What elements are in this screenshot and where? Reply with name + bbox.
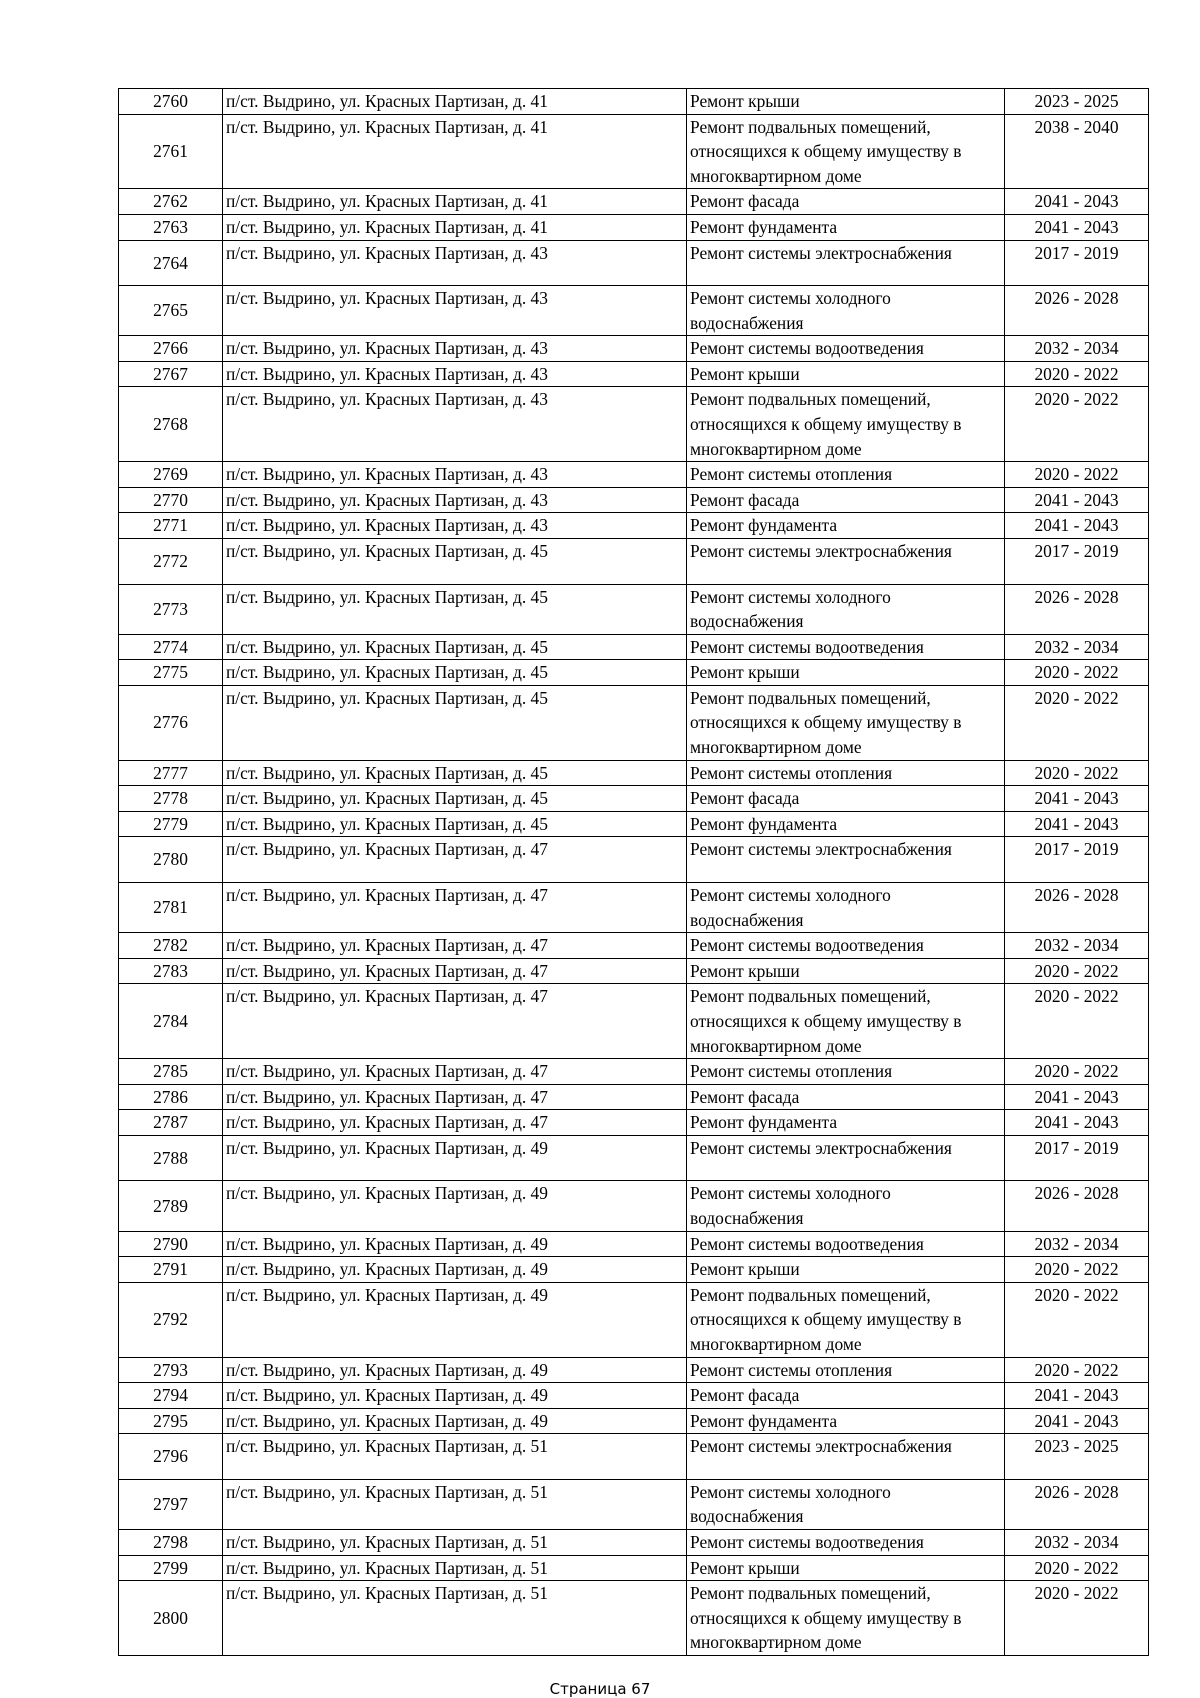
row-number-cell: 2794 — [119, 1383, 223, 1409]
address-cell: п/ст. Выдрино, ул. Красных Партизан, д. 45 — [223, 685, 687, 760]
table-row — [119, 1408, 1149, 1434]
period-cell: 2023 - 2025 — [1005, 1434, 1149, 1480]
row-number-cell: 2774 — [119, 634, 223, 660]
work-type-cell: Ремонт системы водоотведения — [687, 634, 1005, 660]
table-row — [119, 984, 1149, 1059]
table-row — [119, 1135, 1149, 1181]
work-type-cell: Ремонт фундамента — [687, 214, 1005, 240]
table-row — [119, 487, 1149, 513]
address-cell: п/ст. Выдрино, ул. Красных Партизан, д. 49 — [223, 1231, 687, 1257]
row-number-cell: 2765 — [119, 286, 223, 336]
table-row — [119, 513, 1149, 539]
address-cell: п/ст. Выдрино, ул. Красных Партизан, д. 49 — [223, 1408, 687, 1434]
table-row — [119, 837, 1149, 883]
row-number-cell: 2787 — [119, 1110, 223, 1136]
address-cell: п/ст. Выдрино, ул. Красных Партизан, д. 43 — [223, 336, 687, 362]
period-cell: 2020 - 2022 — [1005, 958, 1149, 984]
work-type-cell: Ремонт системы холодного водоснабжения — [687, 1181, 1005, 1231]
table-row — [119, 1357, 1149, 1383]
period-cell: 2020 - 2022 — [1005, 387, 1149, 462]
work-type-cell: Ремонт системы отопления — [687, 1357, 1005, 1383]
work-type-cell: Ремонт системы водоотведения — [687, 1231, 1005, 1257]
work-type-cell: Ремонт подвальных помещений, относящихся к общему имуществу в многоквартирном доме — [687, 1581, 1005, 1656]
address-cell: п/ст. Выдрино, ул. Красных Партизан, д. 43 — [223, 462, 687, 488]
address-cell: п/ст. Выдрино, ул. Красных Партизан, д. 47 — [223, 1110, 687, 1136]
work-type-cell: Ремонт подвальных помещений, относящихся к общему имуществу в многоквартирном доме — [687, 1282, 1005, 1357]
address-cell: п/ст. Выдрино, ул. Красных Партизан, д. 43 — [223, 387, 687, 462]
address-cell: п/ст. Выдрино, ул. Красных Партизан, д. 51 — [223, 1530, 687, 1556]
period-cell: 2032 - 2034 — [1005, 634, 1149, 660]
row-number-cell: 2791 — [119, 1257, 223, 1283]
row-number-cell: 2767 — [119, 361, 223, 387]
period-cell: 2041 - 2043 — [1005, 786, 1149, 812]
address-cell: п/ст. Выдрино, ул. Красных Партизан, д. 51 — [223, 1581, 687, 1656]
row-number-cell: 2779 — [119, 811, 223, 837]
row-number-cell: 2790 — [119, 1231, 223, 1257]
period-cell: 2020 - 2022 — [1005, 984, 1149, 1059]
address-cell: п/ст. Выдрино, ул. Красных Партизан, д. 47 — [223, 1084, 687, 1110]
period-cell: 2020 - 2022 — [1005, 1357, 1149, 1383]
table-row — [119, 584, 1149, 634]
address-cell: п/ст. Выдрино, ул. Красных Партизан, д. 43 — [223, 487, 687, 513]
work-type-cell: Ремонт фундамента — [687, 513, 1005, 539]
period-cell: 2041 - 2043 — [1005, 487, 1149, 513]
period-cell: 2020 - 2022 — [1005, 660, 1149, 686]
table-row — [119, 933, 1149, 959]
table-row — [119, 1282, 1149, 1357]
period-cell: 2020 - 2022 — [1005, 1555, 1149, 1581]
work-type-cell: Ремонт подвальных помещений, относящихся к общему имуществу в многоквартирном доме — [687, 387, 1005, 462]
row-number-cell: 2798 — [119, 1530, 223, 1556]
work-type-cell: Ремонт фундамента — [687, 811, 1005, 837]
table-row — [119, 1181, 1149, 1231]
period-cell: 2017 - 2019 — [1005, 1135, 1149, 1181]
table-row — [119, 1581, 1149, 1656]
work-type-cell: Ремонт фасада — [687, 1084, 1005, 1110]
address-cell: п/ст. Выдрино, ул. Красных Партизан, д. 45 — [223, 634, 687, 660]
row-number-cell: 2766 — [119, 336, 223, 362]
address-cell: п/ст. Выдрино, ул. Красных Партизан, д. 41 — [223, 89, 687, 115]
period-cell: 2032 - 2034 — [1005, 1231, 1149, 1257]
address-cell: п/ст. Выдрино, ул. Красных Партизан, д. 43 — [223, 513, 687, 539]
work-type-cell: Ремонт системы отопления — [687, 760, 1005, 786]
period-cell: 2026 - 2028 — [1005, 584, 1149, 634]
work-type-cell: Ремонт фасада — [687, 189, 1005, 215]
period-cell: 2017 - 2019 — [1005, 539, 1149, 585]
row-number-cell: 2792 — [119, 1282, 223, 1357]
table-row — [119, 114, 1149, 189]
address-cell: п/ст. Выдрино, ул. Красных Партизан, д. 49 — [223, 1282, 687, 1357]
work-type-cell: Ремонт системы водоотведения — [687, 1530, 1005, 1556]
row-number-cell: 2761 — [119, 114, 223, 189]
period-cell: 2020 - 2022 — [1005, 1257, 1149, 1283]
period-cell: 2026 - 2028 — [1005, 286, 1149, 336]
work-type-cell: Ремонт системы электроснабжения — [687, 240, 1005, 286]
work-type-cell: Ремонт подвальных помещений, относящихся к общему имуществу в многоквартирном доме — [687, 114, 1005, 189]
address-cell: п/ст. Выдрино, ул. Красных Партизан, д. 47 — [223, 837, 687, 883]
address-cell: п/ст. Выдрино, ул. Красных Партизан, д. 45 — [223, 539, 687, 585]
work-type-cell: Ремонт фундамента — [687, 1110, 1005, 1136]
period-cell: 2020 - 2022 — [1005, 760, 1149, 786]
address-cell: п/ст. Выдрино, ул. Красных Партизан, д. 49 — [223, 1135, 687, 1181]
row-number-cell: 2780 — [119, 837, 223, 883]
table-row — [119, 634, 1149, 660]
period-cell: 2026 - 2028 — [1005, 1181, 1149, 1231]
period-cell: 2023 - 2025 — [1005, 89, 1149, 115]
work-type-cell: Ремонт подвальных помещений, относящихся к общему имуществу в многоквартирном доме — [687, 685, 1005, 760]
table-row — [119, 462, 1149, 488]
table-row — [119, 1084, 1149, 1110]
work-type-cell: Ремонт фундамента — [687, 1408, 1005, 1434]
address-cell: п/ст. Выдрино, ул. Красных Партизан, д. 41 — [223, 114, 687, 189]
table-row — [119, 286, 1149, 336]
period-cell: 2032 - 2034 — [1005, 933, 1149, 959]
period-cell: 2017 - 2019 — [1005, 837, 1149, 883]
row-number-cell: 2796 — [119, 1434, 223, 1480]
row-number-cell: 2776 — [119, 685, 223, 760]
work-type-cell: Ремонт крыши — [687, 1257, 1005, 1283]
table-row — [119, 811, 1149, 837]
table-row — [119, 1479, 1149, 1529]
table-row — [119, 539, 1149, 585]
table-row — [119, 1434, 1149, 1480]
row-number-cell: 2772 — [119, 539, 223, 585]
work-type-cell: Ремонт фасада — [687, 1383, 1005, 1409]
row-number-cell: 2771 — [119, 513, 223, 539]
row-number-cell: 2786 — [119, 1084, 223, 1110]
period-cell: 2041 - 2043 — [1005, 1383, 1149, 1409]
work-type-cell: Ремонт системы водоотведения — [687, 336, 1005, 362]
table-row — [119, 89, 1149, 115]
period-cell: 2041 - 2043 — [1005, 513, 1149, 539]
row-number-cell: 2768 — [119, 387, 223, 462]
row-number-cell: 2762 — [119, 189, 223, 215]
work-type-cell: Ремонт системы электроснабжения — [687, 1135, 1005, 1181]
repair-schedule-table — [118, 88, 1149, 1656]
address-cell: п/ст. Выдрино, ул. Красных Партизан, д. 41 — [223, 189, 687, 215]
address-cell: п/ст. Выдрино, ул. Красных Партизан, д. 45 — [223, 760, 687, 786]
address-cell: п/ст. Выдрино, ул. Красных Партизан, д. 43 — [223, 286, 687, 336]
row-number-cell: 2795 — [119, 1408, 223, 1434]
period-cell: 2020 - 2022 — [1005, 361, 1149, 387]
row-number-cell: 2773 — [119, 584, 223, 634]
row-number-cell: 2797 — [119, 1479, 223, 1529]
work-type-cell: Ремонт системы холодного водоснабжения — [687, 584, 1005, 634]
work-type-cell: Ремонт системы электроснабжения — [687, 539, 1005, 585]
work-type-cell: Ремонт системы электроснабжения — [687, 837, 1005, 883]
address-cell: п/ст. Выдрино, ул. Красных Партизан, д. 51 — [223, 1434, 687, 1480]
period-cell: 2041 - 2043 — [1005, 811, 1149, 837]
page-footer: Страница 67 — [549, 1680, 651, 1698]
period-cell: 2020 - 2022 — [1005, 1059, 1149, 1085]
work-type-cell: Ремонт системы холодного водоснабжения — [687, 1479, 1005, 1529]
row-number-cell: 2775 — [119, 660, 223, 686]
row-number-cell: 2800 — [119, 1581, 223, 1656]
address-cell: п/ст. Выдрино, ул. Красных Партизан, д. 51 — [223, 1479, 687, 1529]
row-number-cell: 2764 — [119, 240, 223, 286]
period-cell: 2026 - 2028 — [1005, 1479, 1149, 1529]
work-type-cell: Ремонт системы отопления — [687, 462, 1005, 488]
table-row — [119, 1530, 1149, 1556]
table-row — [119, 1383, 1149, 1409]
address-cell: п/ст. Выдрино, ул. Красных Партизан, д. 49 — [223, 1357, 687, 1383]
table-row — [119, 189, 1149, 215]
work-type-cell: Ремонт системы холодного водоснабжения — [687, 882, 1005, 932]
period-cell: 2041 - 2043 — [1005, 214, 1149, 240]
work-type-cell: Ремонт фасада — [687, 487, 1005, 513]
table-row — [119, 1059, 1149, 1085]
table-row — [119, 214, 1149, 240]
period-cell: 2020 - 2022 — [1005, 685, 1149, 760]
table-row — [119, 760, 1149, 786]
work-type-cell: Ремонт крыши — [687, 361, 1005, 387]
row-number-cell: 2788 — [119, 1135, 223, 1181]
period-cell: 2032 - 2034 — [1005, 336, 1149, 362]
table-row — [119, 336, 1149, 362]
address-cell: п/ст. Выдрино, ул. Красных Партизан, д. 45 — [223, 811, 687, 837]
period-cell: 2020 - 2022 — [1005, 1581, 1149, 1656]
address-cell: п/ст. Выдрино, ул. Красных Партизан, д. 51 — [223, 1555, 687, 1581]
period-cell: 2020 - 2022 — [1005, 462, 1149, 488]
address-cell: п/ст. Выдрино, ул. Красных Партизан, д. 47 — [223, 1059, 687, 1085]
table-row — [119, 1555, 1149, 1581]
table-row — [119, 240, 1149, 286]
period-cell: 2041 - 2043 — [1005, 1084, 1149, 1110]
address-cell: п/ст. Выдрино, ул. Красных Партизан, д. 47 — [223, 882, 687, 932]
table-row — [119, 660, 1149, 686]
table-row — [119, 1257, 1149, 1283]
row-number-cell: 2789 — [119, 1181, 223, 1231]
work-type-cell: Ремонт крыши — [687, 958, 1005, 984]
row-number-cell: 2763 — [119, 214, 223, 240]
period-cell: 2041 - 2043 — [1005, 1110, 1149, 1136]
address-cell: п/ст. Выдрино, ул. Красных Партизан, д. 43 — [223, 240, 687, 286]
table-row — [119, 1231, 1149, 1257]
address-cell: п/ст. Выдрино, ул. Красных Партизан, д. 45 — [223, 584, 687, 634]
row-number-cell: 2785 — [119, 1059, 223, 1085]
address-cell: п/ст. Выдрино, ул. Красных Партизан, д. 45 — [223, 660, 687, 686]
row-number-cell: 2778 — [119, 786, 223, 812]
table-body — [119, 89, 1149, 1656]
period-cell: 2038 - 2040 — [1005, 114, 1149, 189]
period-cell: 2020 - 2022 — [1005, 1282, 1149, 1357]
address-cell: п/ст. Выдрино, ул. Красных Партизан, д. 49 — [223, 1383, 687, 1409]
row-number-cell: 2781 — [119, 882, 223, 932]
row-number-cell: 2793 — [119, 1357, 223, 1383]
table-row — [119, 882, 1149, 932]
row-number-cell: 2760 — [119, 89, 223, 115]
table-row — [119, 1110, 1149, 1136]
address-cell: п/ст. Выдрино, ул. Красных Партизан, д. 47 — [223, 958, 687, 984]
address-cell: п/ст. Выдрино, ул. Красных Партизан, д. 43 — [223, 361, 687, 387]
row-number-cell: 2770 — [119, 487, 223, 513]
work-type-cell: Ремонт крыши — [687, 89, 1005, 115]
period-cell: 2041 - 2043 — [1005, 1408, 1149, 1434]
work-type-cell: Ремонт системы холодного водоснабжения — [687, 286, 1005, 336]
work-type-cell: Ремонт фасада — [687, 786, 1005, 812]
address-cell: п/ст. Выдрино, ул. Красных Партизан, д. 49 — [223, 1181, 687, 1231]
address-cell: п/ст. Выдрино, ул. Красных Партизан, д. 47 — [223, 933, 687, 959]
address-cell: п/ст. Выдрино, ул. Красных Партизан, д. 45 — [223, 786, 687, 812]
row-number-cell: 2777 — [119, 760, 223, 786]
period-cell: 2041 - 2043 — [1005, 189, 1149, 215]
address-cell: п/ст. Выдрино, ул. Красных Партизан, д. 47 — [223, 984, 687, 1059]
table-row — [119, 387, 1149, 462]
work-type-cell: Ремонт системы отопления — [687, 1059, 1005, 1085]
period-cell: 2026 - 2028 — [1005, 882, 1149, 932]
row-number-cell: 2799 — [119, 1555, 223, 1581]
table-row — [119, 685, 1149, 760]
table-row — [119, 361, 1149, 387]
period-cell: 2017 - 2019 — [1005, 240, 1149, 286]
work-type-cell: Ремонт подвальных помещений, относящихся к общему имуществу в многоквартирном доме — [687, 984, 1005, 1059]
address-cell: п/ст. Выдрино, ул. Красных Партизан, д. 49 — [223, 1257, 687, 1283]
table-row — [119, 958, 1149, 984]
row-number-cell: 2783 — [119, 958, 223, 984]
work-type-cell: Ремонт системы электроснабжения — [687, 1434, 1005, 1480]
row-number-cell: 2784 — [119, 984, 223, 1059]
table-row — [119, 786, 1149, 812]
row-number-cell: 2782 — [119, 933, 223, 959]
work-type-cell: Ремонт крыши — [687, 660, 1005, 686]
period-cell: 2032 - 2034 — [1005, 1530, 1149, 1556]
row-number-cell: 2769 — [119, 462, 223, 488]
work-type-cell: Ремонт крыши — [687, 1555, 1005, 1581]
work-type-cell: Ремонт системы водоотведения — [687, 933, 1005, 959]
address-cell: п/ст. Выдрино, ул. Красных Партизан, д. 41 — [223, 214, 687, 240]
